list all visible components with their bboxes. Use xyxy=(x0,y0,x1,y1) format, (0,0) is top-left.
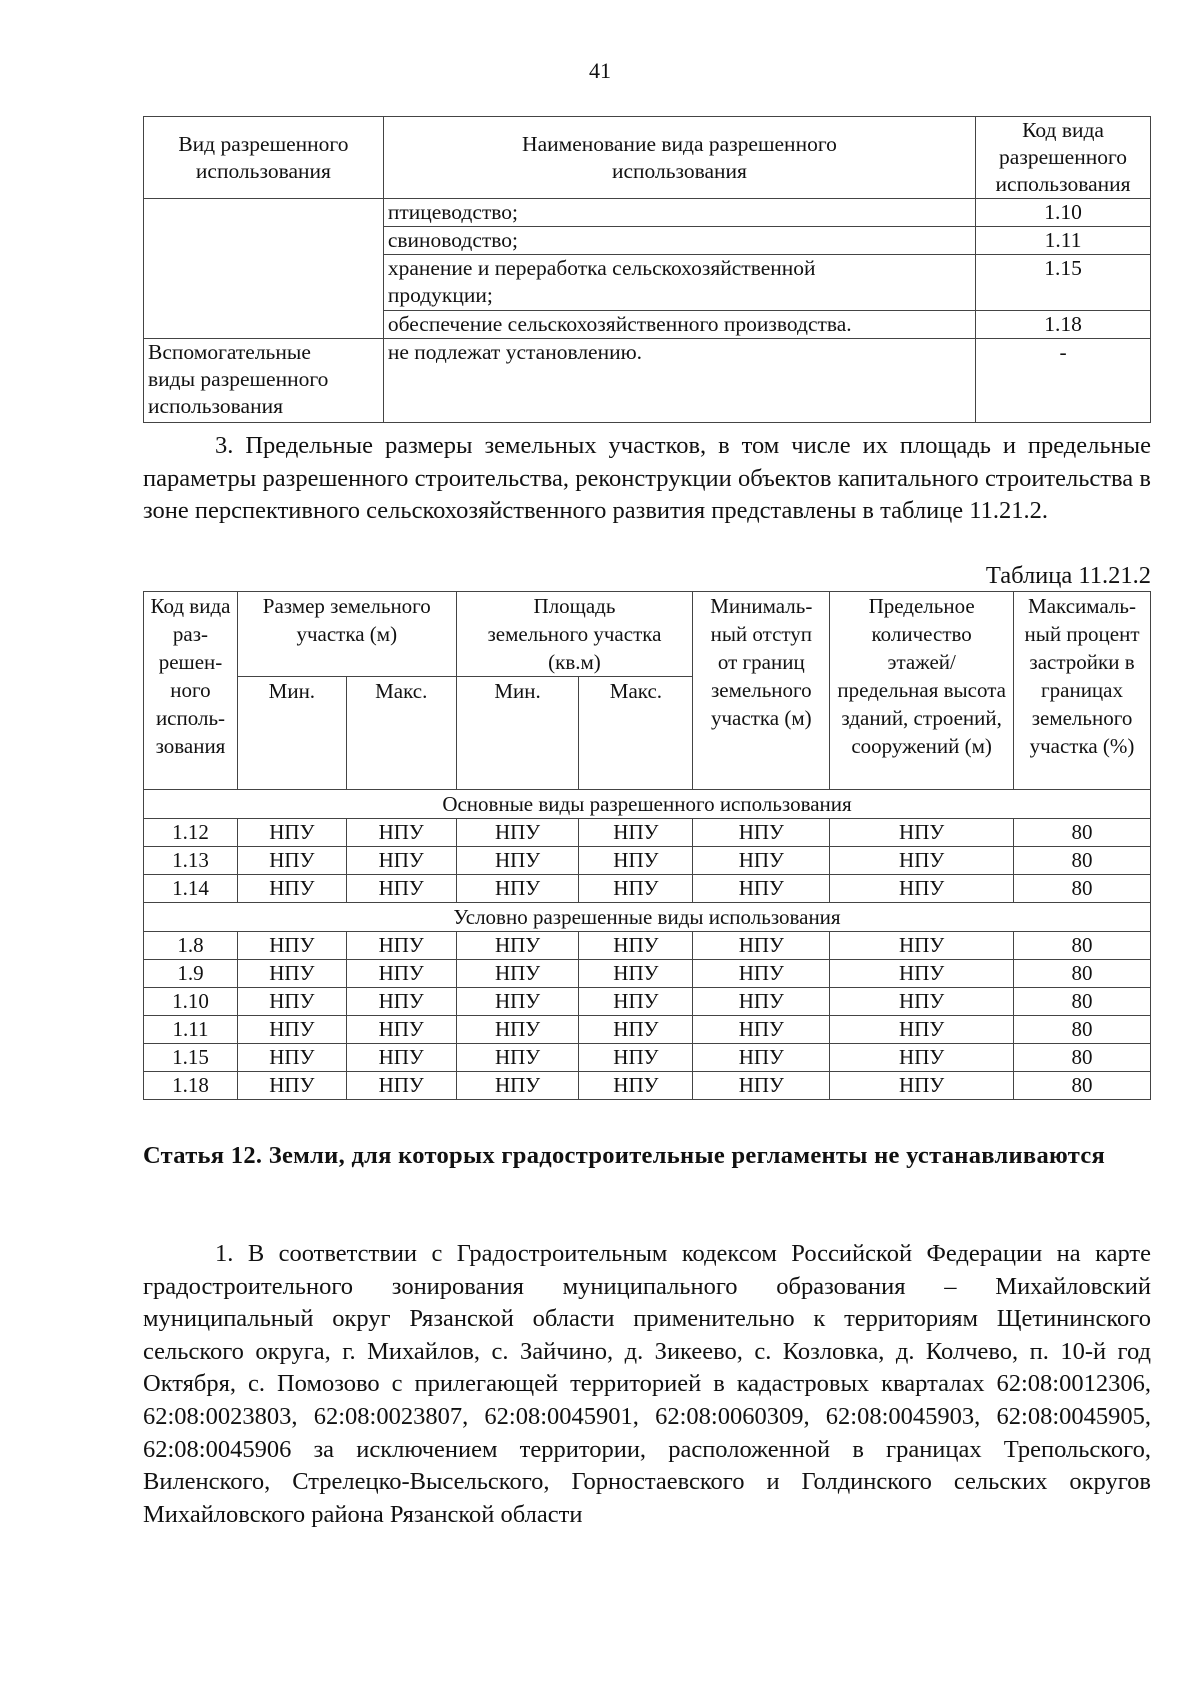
paragraph-1: 1. В соответствии с Градостроительным кодексом Российской Федерации на карте градостроительного зонирования муниципального образования – Михайловский муниципальный округ Рязанской области применительно к территориям Щетининского сельского округа, г. Михайлов, с. Зайчино, д. Зикеево, с. Козловка, д. Колчево, п. 10-й год Октября, с. Помозово с прилегающей территорией в кадастровых кварталах 62:08:0012306, 62:08:0023803, 62:08:0023807, 62:08:0045901, 62:08:0060309, 62:08:0045903, 62:08:0045905, 62:08:0045906 за исключением территории, расположенной в границах Трепольского, Виленского, Стрелецко-Высельского, Горностаевского и Голдинского сельских округов Михайловского района Рязанской области xyxy=(143,1240,1151,1528)
section-main-label: Основные виды разрешенного использования xyxy=(144,790,1151,819)
aux-name-cell: не подлежат установлению. xyxy=(383,339,975,423)
header-percent: Максималь-ный процент застройки в границах земельного участка (%) xyxy=(1014,592,1151,790)
value-cell: НПУ xyxy=(237,875,346,903)
value-cell: НПУ xyxy=(579,847,693,875)
table-row xyxy=(144,932,1151,960)
use-name-cell: обеспечение сельскохозяйственного производства. xyxy=(383,311,975,339)
header-size-max: Макс. xyxy=(346,677,456,790)
value-cell: НПУ xyxy=(693,960,830,988)
value-cell: 80 xyxy=(1014,960,1151,988)
header-floors: Предельное количество этажей/ предельная высота зданий, строений, сооружений (м) xyxy=(830,592,1014,790)
table-row xyxy=(144,1072,1151,1100)
value-cell: НПУ xyxy=(693,1044,830,1072)
value-cell: НПУ xyxy=(830,1072,1014,1100)
aux-code-cell: - xyxy=(976,339,1151,423)
value-cell: НПУ xyxy=(830,1016,1014,1044)
header-use-name: Наименование вида разрешенного использования xyxy=(383,117,975,199)
value-cell: НПУ xyxy=(693,988,830,1016)
value-cell: НПУ xyxy=(830,875,1014,903)
use-code-cell: 1.11 xyxy=(976,227,1151,255)
value-cell: НПУ xyxy=(693,819,830,847)
value-cell: НПУ xyxy=(693,875,830,903)
value-cell: НПУ xyxy=(346,988,456,1016)
value-cell: НПУ xyxy=(237,1016,346,1044)
code-cell: 1.10 xyxy=(144,988,238,1016)
code-cell: 1.12 xyxy=(144,819,238,847)
value-cell: НПУ xyxy=(456,819,579,847)
value-cell: НПУ xyxy=(456,847,579,875)
table-row xyxy=(144,1044,1151,1072)
code-cell: 1.14 xyxy=(144,875,238,903)
table-caption: Таблица 11.21.2 xyxy=(985,562,1151,589)
code-cell: 1.8 xyxy=(144,932,238,960)
value-cell: НПУ xyxy=(237,847,346,875)
value-cell: НПУ xyxy=(456,988,579,1016)
value-cell: НПУ xyxy=(346,875,456,903)
value-cell: НПУ xyxy=(456,1044,579,1072)
page-number: 41 xyxy=(589,58,611,83)
code-cell: 1.18 xyxy=(144,1072,238,1100)
value-cell: НПУ xyxy=(237,1072,346,1100)
use-code-cell: 1.10 xyxy=(976,199,1151,227)
section-conditional-label: Условно разрешенные виды использования xyxy=(144,903,1151,932)
value-cell: НПУ xyxy=(579,988,693,1016)
use-name-cell: птицеводство; xyxy=(383,199,975,227)
value-cell: НПУ xyxy=(456,1016,579,1044)
value-cell: НПУ xyxy=(456,1072,579,1100)
header-area-min: Мин. xyxy=(456,677,579,790)
header-use-code: Код вида разрешенного использования xyxy=(976,117,1151,199)
table-row xyxy=(144,847,1151,875)
value-cell: НПУ xyxy=(693,1072,830,1100)
value-cell: НПУ xyxy=(579,1016,693,1044)
value-cell: НПУ xyxy=(830,988,1014,1016)
use-name-cell: свиноводство; xyxy=(383,227,975,255)
value-cell: 80 xyxy=(1014,932,1151,960)
use-name-cell: хранение и переработка сельскохозяйственной продукции; xyxy=(383,255,975,311)
value-cell: НПУ xyxy=(693,847,830,875)
value-cell: НПУ xyxy=(830,819,1014,847)
value-cell: НПУ xyxy=(237,960,346,988)
table-row xyxy=(144,960,1151,988)
value-cell: НПУ xyxy=(830,960,1014,988)
value-cell: НПУ xyxy=(346,1016,456,1044)
value-cell: 80 xyxy=(1014,1044,1151,1072)
use-code-cell: 1.18 xyxy=(976,311,1151,339)
table-header-row xyxy=(144,592,1151,677)
value-cell: НПУ xyxy=(830,1044,1014,1072)
code-cell: 1.13 xyxy=(144,847,238,875)
header-code: Код вида раз-решен-ного исполь-зования xyxy=(144,592,238,790)
conditional-uses-body xyxy=(144,903,1151,1100)
code-cell: 1.9 xyxy=(144,960,238,988)
value-cell: НПУ xyxy=(346,960,456,988)
value-cell: НПУ xyxy=(237,819,346,847)
value-cell: 80 xyxy=(1014,875,1151,903)
header-area: Площадь земельного участка (кв.м) xyxy=(456,592,693,677)
permitted-use-table xyxy=(143,116,1151,423)
header-setback: Минималь-ный отступ от границ земельного участка (м) xyxy=(693,592,830,790)
header-area-max: Макс. xyxy=(579,677,693,790)
value-cell: НПУ xyxy=(346,819,456,847)
table-row xyxy=(144,988,1151,1016)
value-cell: 80 xyxy=(1014,847,1151,875)
use-code-cell: 1.15 xyxy=(976,255,1151,311)
value-cell: 80 xyxy=(1014,988,1151,1016)
table-row xyxy=(144,199,1151,227)
value-cell: НПУ xyxy=(579,1072,693,1100)
code-cell: 1.15 xyxy=(144,1044,238,1072)
paragraph-3: 3. Предельные размеры земельных участков, в том числе их площадь и предельные параметры разрешенного строительства, реконструкции объектов капитального строительства в зоне перспективного сельскохозяйственного развития представлены в таблице 11.21.2. xyxy=(143,432,1151,524)
value-cell: НПУ xyxy=(237,932,346,960)
table-row xyxy=(144,1016,1151,1044)
section-row xyxy=(144,790,1151,819)
code-cell: 1.11 xyxy=(144,1016,238,1044)
value-cell: НПУ xyxy=(579,875,693,903)
header-use-type: Вид разрешенного использования xyxy=(144,117,384,199)
value-cell: НПУ xyxy=(346,847,456,875)
value-cell: НПУ xyxy=(456,960,579,988)
table-row xyxy=(144,819,1151,847)
value-cell: НПУ xyxy=(346,932,456,960)
value-cell: НПУ xyxy=(346,1044,456,1072)
value-cell: НПУ xyxy=(237,988,346,1016)
aux-type-cell: Вспомогательные виды разрешенного использования xyxy=(144,339,384,423)
main-uses-body xyxy=(144,790,1151,903)
empty-type-cell xyxy=(144,199,384,339)
value-cell: 80 xyxy=(1014,819,1151,847)
value-cell: НПУ xyxy=(830,932,1014,960)
value-cell: НПУ xyxy=(693,1016,830,1044)
value-cell: 80 xyxy=(1014,1016,1151,1044)
value-cell: 80 xyxy=(1014,1072,1151,1100)
table-row xyxy=(144,339,1151,423)
header-size: Размер земельного участка (м) xyxy=(237,592,456,677)
value-cell: НПУ xyxy=(237,1044,346,1072)
value-cell: НПУ xyxy=(830,847,1014,875)
table-header-row xyxy=(144,117,1151,199)
value-cell: НПУ xyxy=(579,960,693,988)
value-cell: НПУ xyxy=(346,1072,456,1100)
value-cell: НПУ xyxy=(456,932,579,960)
value-cell: НПУ xyxy=(579,932,693,960)
value-cell: НПУ xyxy=(579,1044,693,1072)
value-cell: НПУ xyxy=(693,932,830,960)
value-cell: НПУ xyxy=(579,819,693,847)
header-size-min: Мин. xyxy=(237,677,346,790)
parameters-table xyxy=(143,591,1151,1100)
article-heading: Статья 12. Земли, для которых градостроительные регламенты не устанавливаются xyxy=(143,1142,1106,1169)
table-row xyxy=(144,875,1151,903)
value-cell: НПУ xyxy=(456,875,579,903)
section-row xyxy=(144,903,1151,932)
